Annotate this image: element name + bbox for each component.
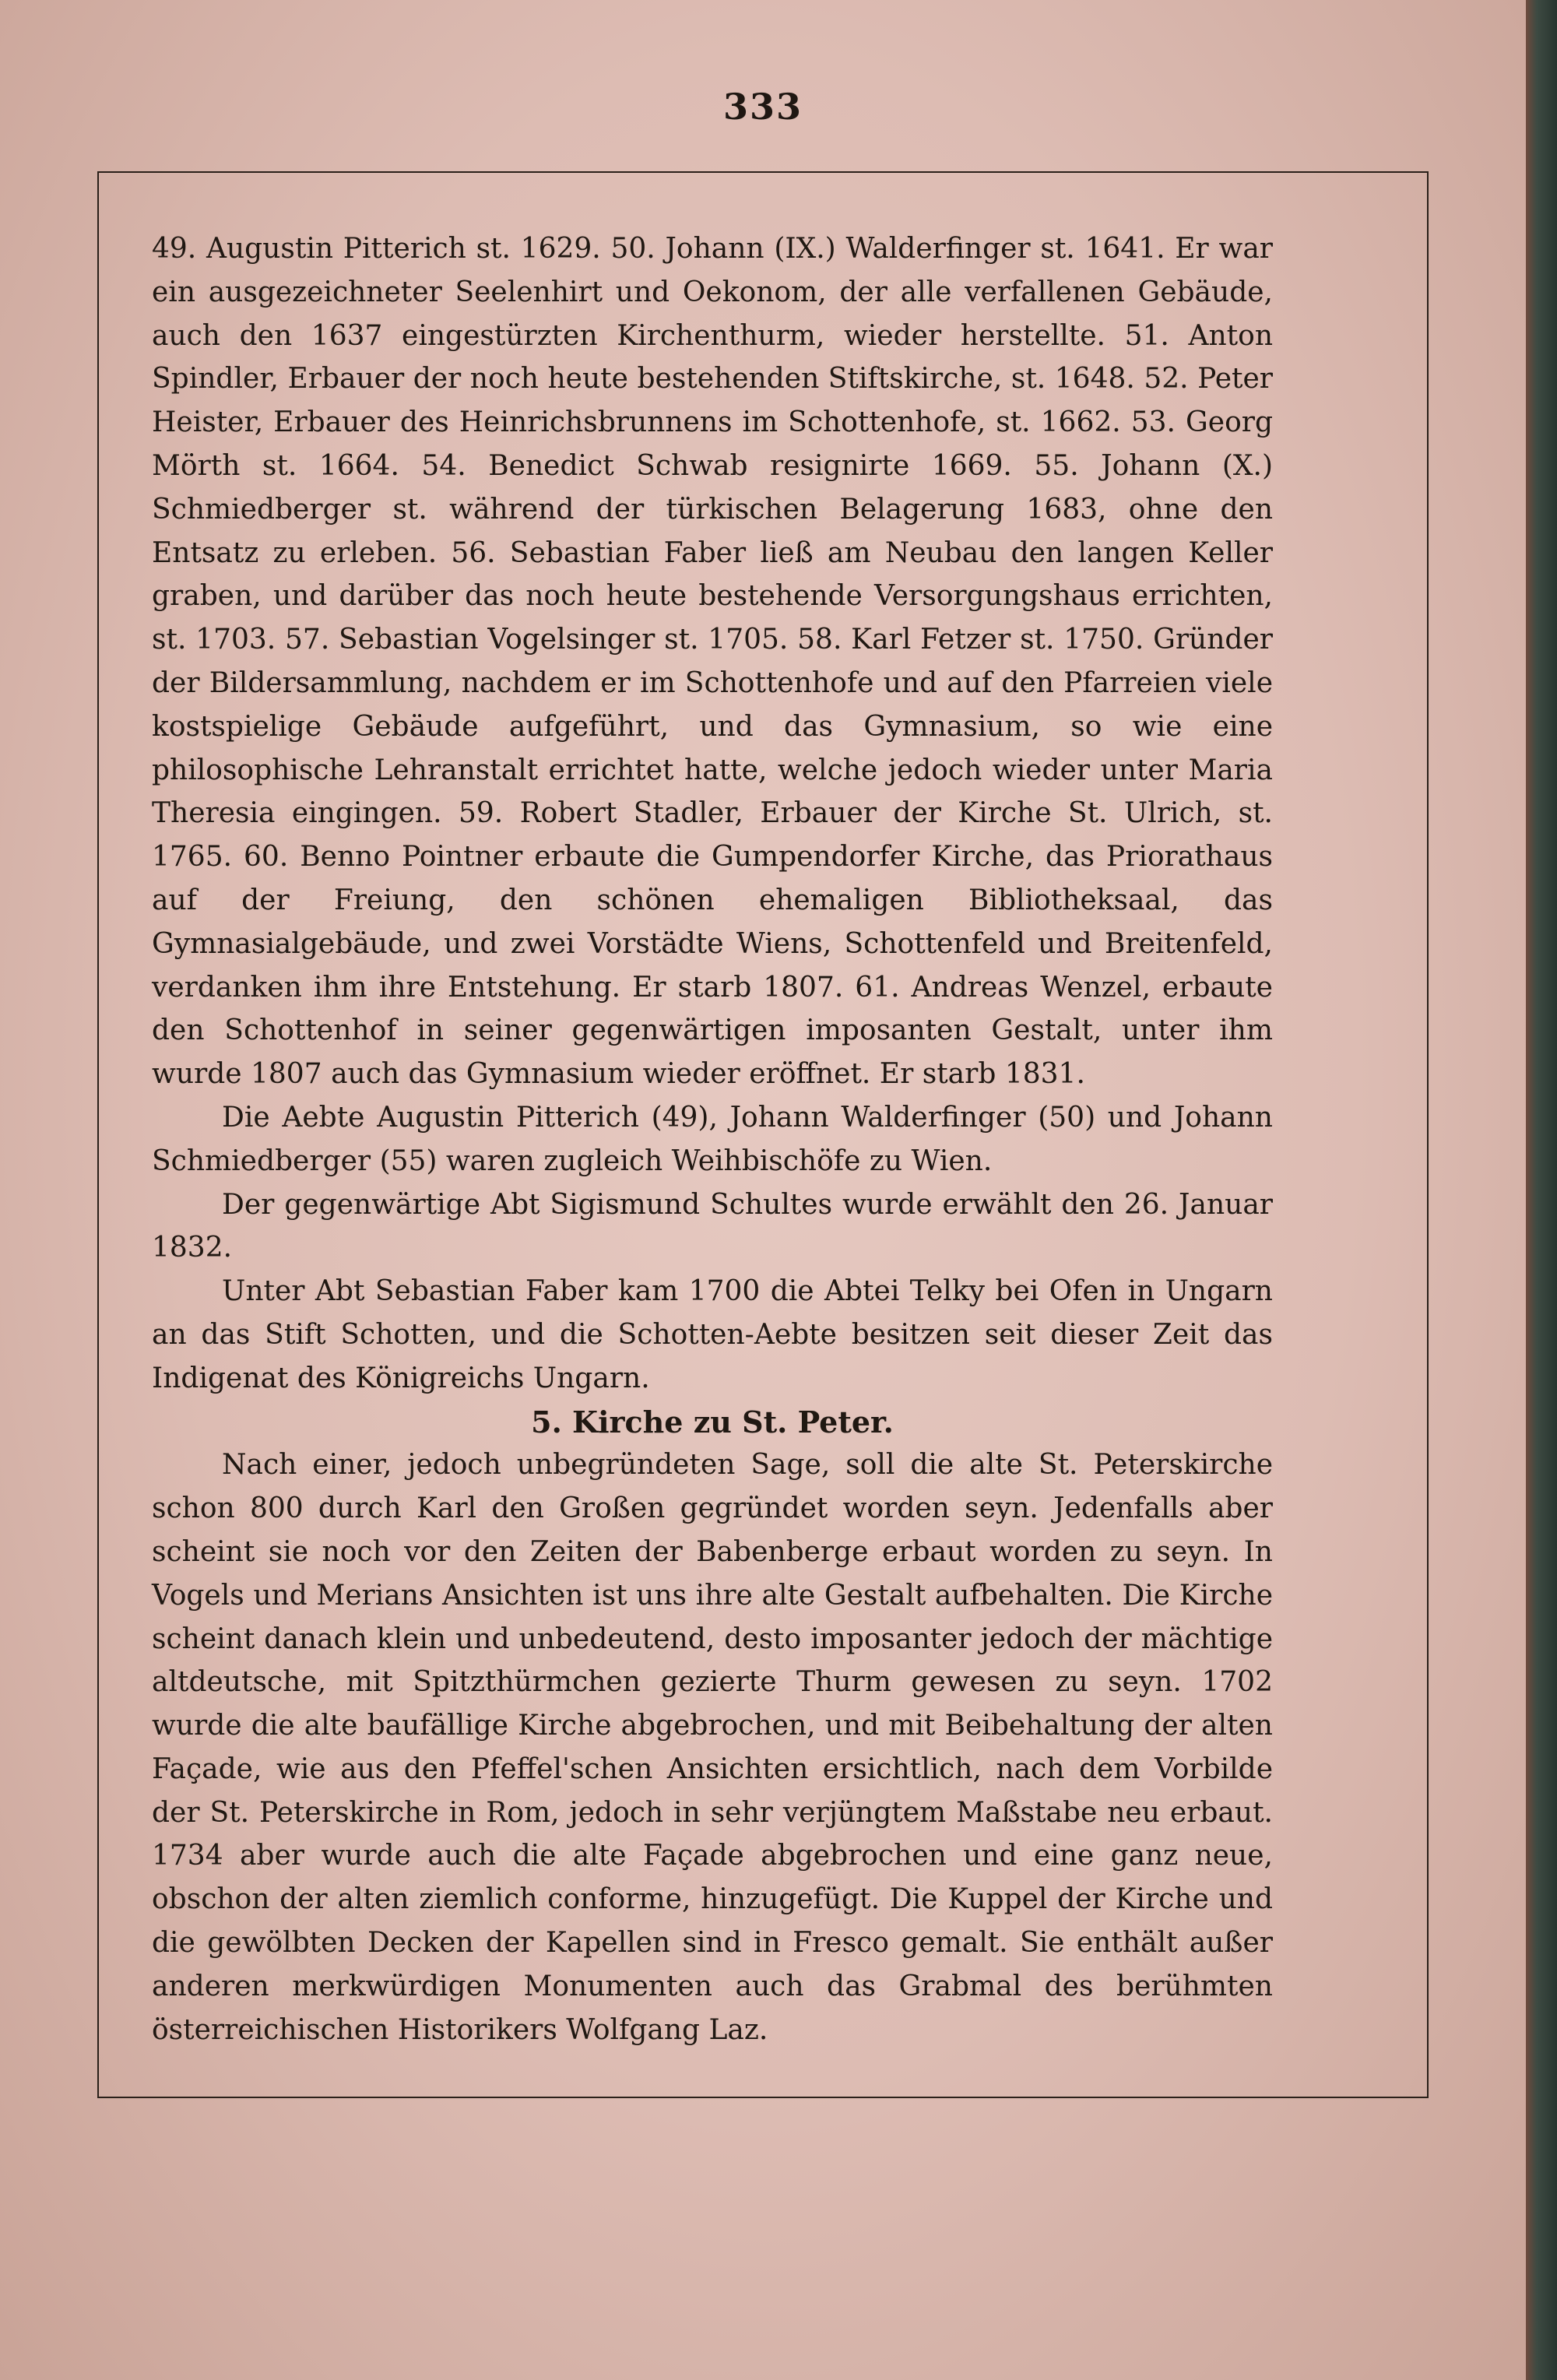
paragraph-bishops: Die Aebte Augustin Pitterich (49), Johann Walderfinger (50) und Johann Schmiedberger (55) waren zugleich Weihbischöfe zu Wien. <box>152 1101 1273 1177</box>
section-heading: 5. Kirche zu St. Peter. <box>531 1404 894 1440</box>
page-text <box>152 227 1273 2051</box>
paragraph-abbots: 49. Augustin Pitterich st. 1629. 50. Johann (IX.) Walderfinger st. 1641. Er war ein ausgezeichneter Seelenhirt und Oekonom, der alle verfallenen Gebäude, auch den 1637 eingestürzten Kirchenthurm, wieder herstellte. 51. Anton Spindler, Erbauer der noch heute bestehenden Stiftskirche, st. 1648. 52. Peter Heister, Erbauer des Heinrichsbrunnens im Schottenhofe, st. 1662. 53. Georg Mörth st. 1664. 54. Benedict Schwab resignirte 1669. 55. Johann (X.) Schmiedberger st. während der türkischen Belagerung 1683, ohne den Entsatz zu erleben. 56. Sebastian Faber ließ am Neubau den langen Keller graben, und darüber das noch heute bestehende Versorgungshaus errichten, st. 1703. 57. Sebastian Vogelsinger st. 1705. 58. Karl Fetzer st. 1750. Gründer der Bildersammlung, nachdem er im Schottenhofe und auf den Pfarreien viele kostspielige Gebäude aufgeführt, und das Gymnasium, so wie eine philosophische Lehranstalt errichtet hatte, welche jedoch wieder unter Maria Theresia eingingen. 59. Robert Stadler, Erbauer der Kirche St. Ulrich, st. 1765. 60. Benno Pointner erbaute die Gumpendorfer Kirche, das Priorathaus auf der Freiung, den schönen ehemaligen Bibliotheksaal, das Gymnasialgebäude, und zwei Vorstädte Wiens, Schottenfeld und Breitenfeld, verdanken ihm ihre Entstehung. Er starb 1807. 61. Andreas Wenzel, erbaute den Schottenhof in seiner gegenwärtigen imposanten Gestalt, unter ihm wurde 1807 auch das Gymnasium wieder eröffnet. Er starb 1831. <box>152 233 1273 1091</box>
paragraph-current-abbot: Der gegenwärtige Abt Sigismund Schultes wurde erwählt den 26. Januar 1832. <box>152 1188 1273 1264</box>
paragraph-st-peter: Nach einer, jedoch unbegründeten Sage, soll die alte St. Peterskirche schon 800 durch Karl den Großen gegründet worden seyn. Jedenfalls aber scheint sie noch vor den Zeiten der Babenberge erbaut worden zu seyn. In Vogels und Merians Ansichten ist uns ihre alte Gestalt aufbehalten. Die Kirche scheint danach klein und unbedeutend, desto imposanter jedoch der mächtige altdeutsche, mit Spitzthürmchen gezierte Thurm gewesen zu seyn. 1702 wurde die alte baufällige Kirche abgebrochen, und mit Beibehaltung der alten Façade, wie aus den Pfeffel'schen Ansichten ersichtlich, nach dem Vorbilde der St. Peterskirche in Rom, jedoch in sehr verjüngtem Maßstabe neu erbaut. 1734 aber wurde auch die alte Façade abgebrochen und eine ganz neue, obschon der alten ziemlich conforme, hinzugefügt. Die Kuppel der Kirche und die gewölbten Decken der Kapellen sind in Fresco gemalt. Sie enthält außer anderen merkwürdigen Monumenten auch das Grabmal des berühmten österreichischen Historikers Wolfgang Laz. <box>152 1449 1273 2046</box>
paragraph-telky: Unter Abt Sebastian Faber kam 1700 die Abtei Telky bei Ofen in Ungarn an das Stift Schotten, und die Schotten-Aebte besitzen seit dieser Zeit das Indigenat des Königreichs Ungarn. <box>152 1275 1273 1394</box>
book-spine-edge <box>1526 0 1557 2380</box>
page-number: 333 <box>722 86 803 128</box>
